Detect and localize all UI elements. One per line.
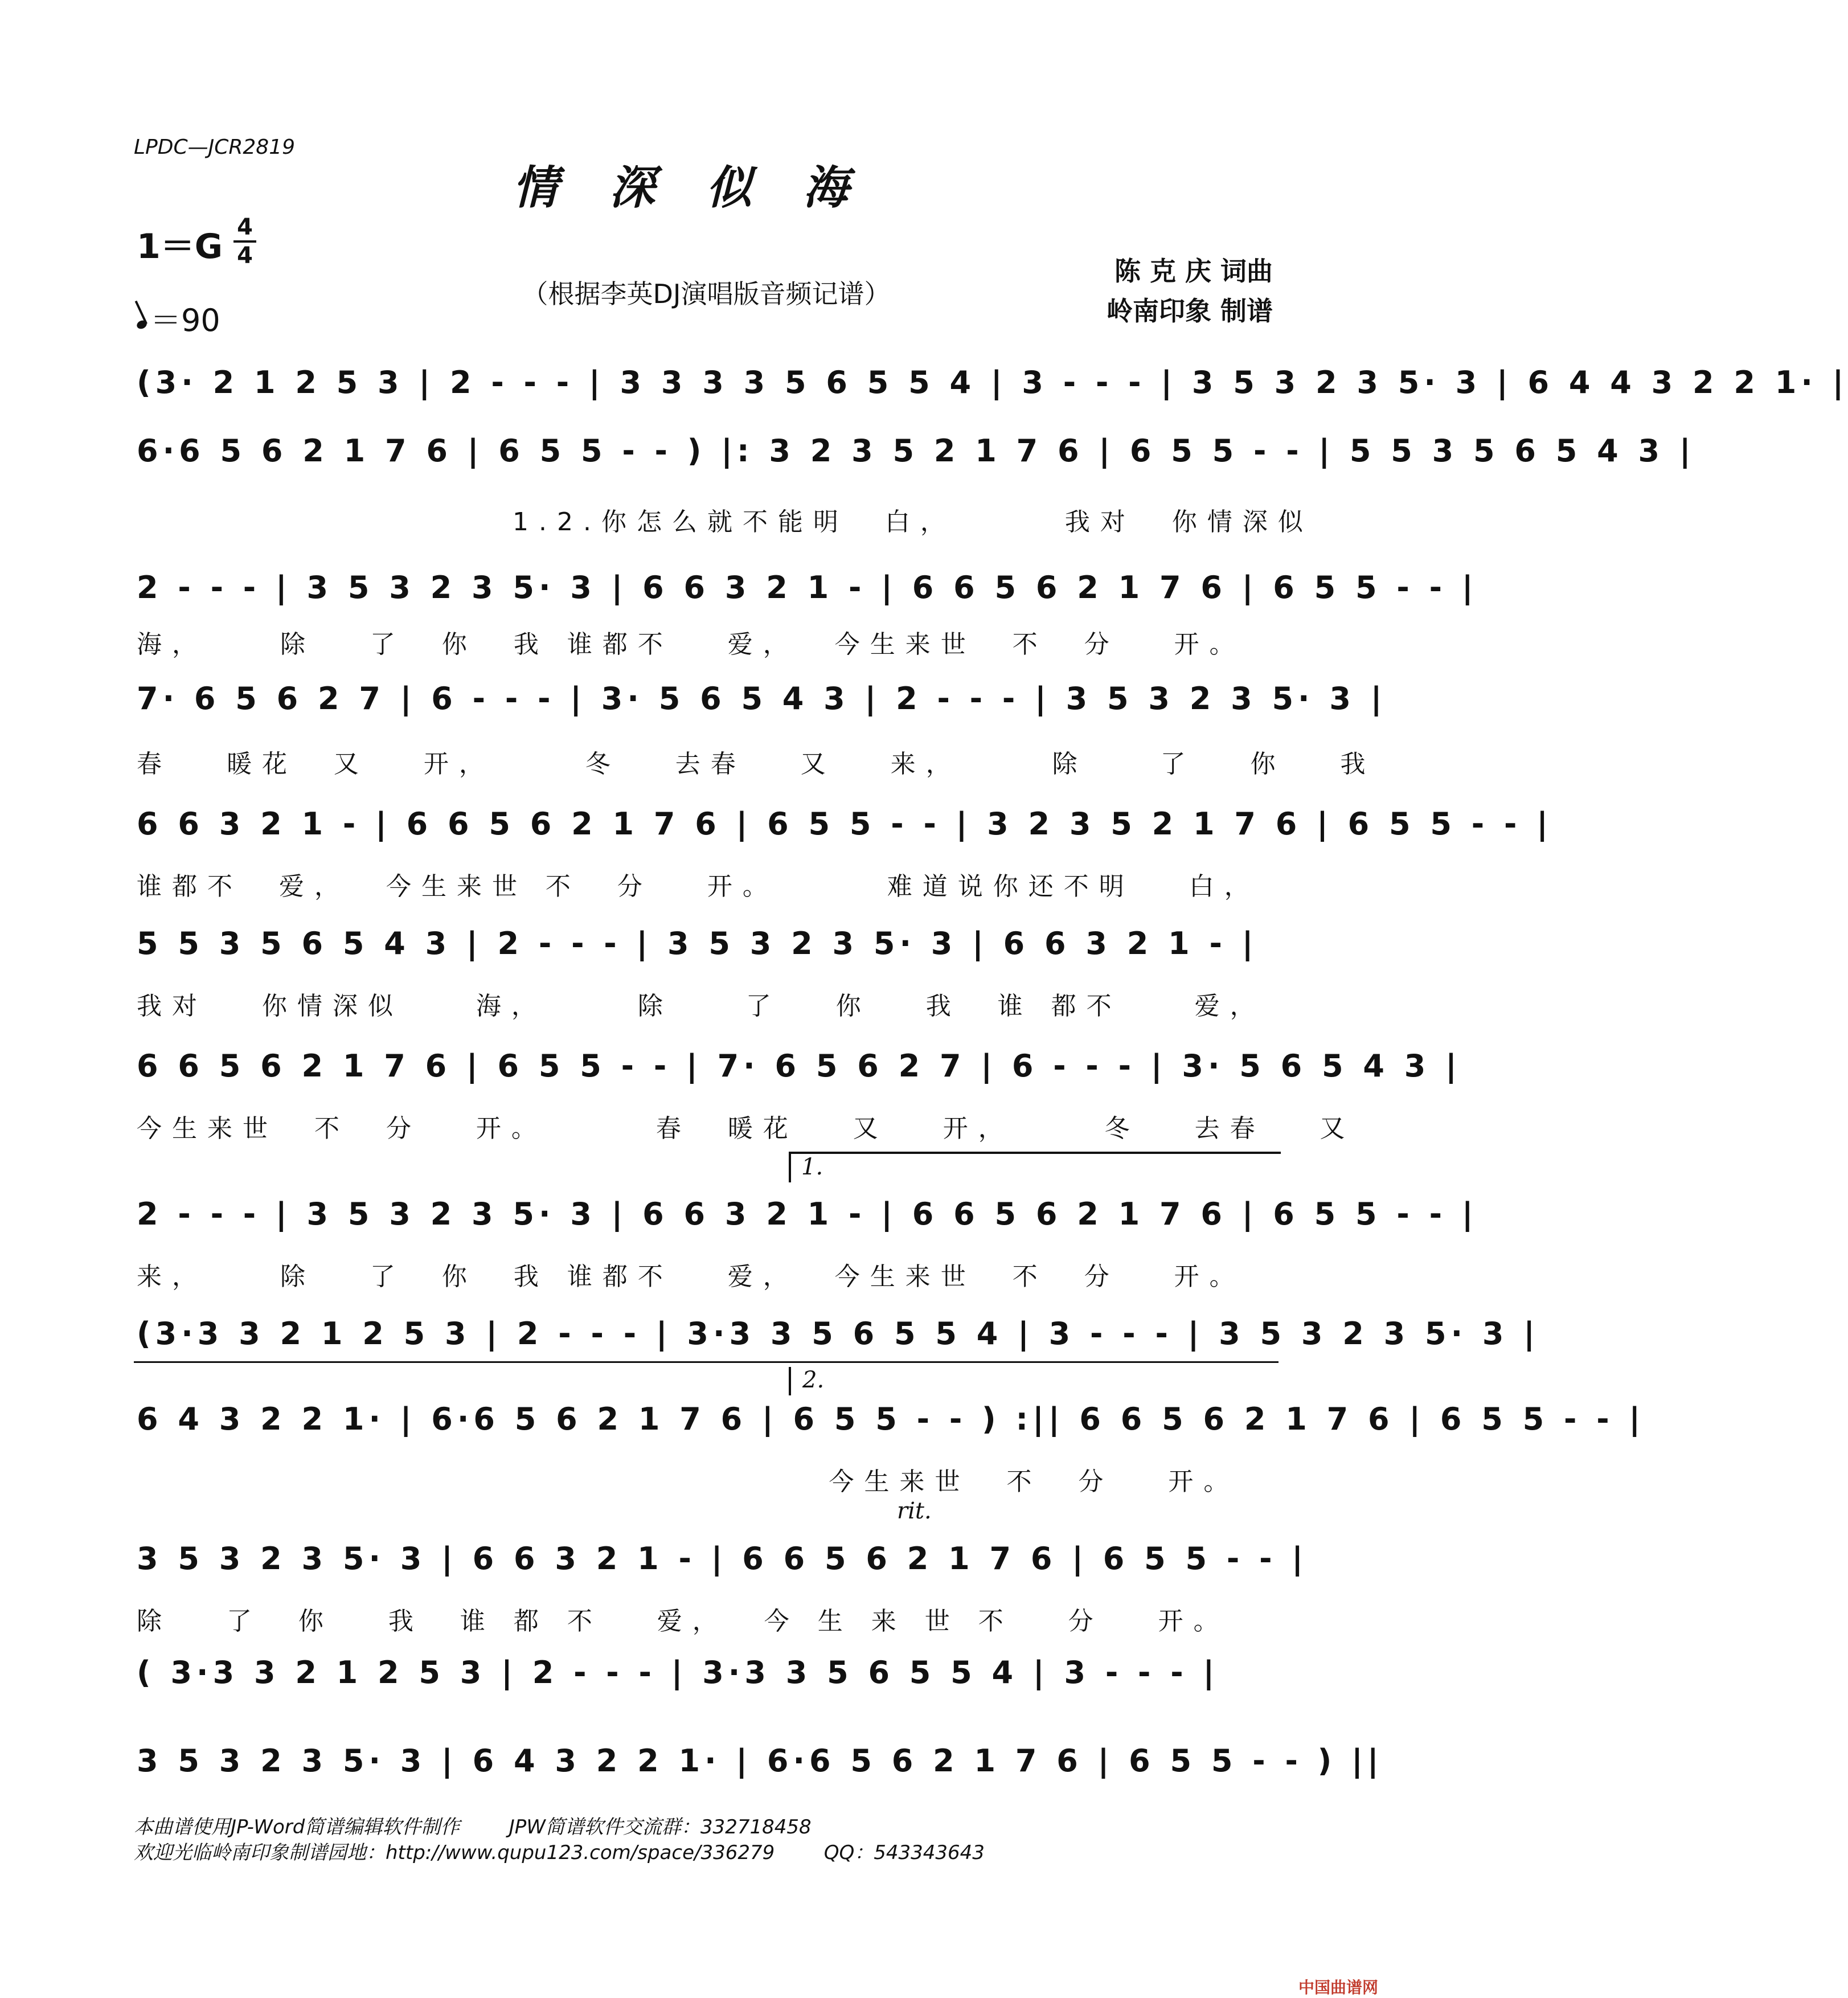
system-5-notes: 6 6 3 2 1 - | 6 6 5 6 2 1 7 6 | 6 5 5 - - | 3 2 3 5 2 1 7 6 | 6 5 5 - - | xyxy=(137,806,1552,842)
system-9-notes: (3·3 3 2 1 2 5 3 | 2 - - - | 3·3 3 5 6 5 5 4 | 3 - - - | 3 5 3 2 3 5· 3 | xyxy=(137,1316,1540,1352)
ritardando-mark: rit. xyxy=(897,1498,932,1524)
score-code: LPDC—JCR2819 xyxy=(134,136,296,159)
system-8-lyrics: 来， 除 了 你 我 谁都不 爱， 今生来世 不 分 开。 xyxy=(137,1262,1245,1291)
system-12-notes: ( 3·3 3 2 1 2 5 3 | 2 - - - | 3·3 3 5 6 5 5 4 | 3 - - - | xyxy=(137,1655,1219,1690)
footer-software-line: 本曲谱使用JP-Word简谱编辑软件制作 JPW简谱软件交流群：332718458 xyxy=(134,1816,812,1839)
system-10-lyrics: 今生来世 不 分 开。 xyxy=(137,1467,1239,1496)
system-11-lyrics: 除 了 你 我 谁 都 不 爱， 今 生 来 世 不 分 开。 xyxy=(137,1607,1229,1636)
system-3-lyrics: 海， 除 了 你 我 谁都不 爱， 今生来世 不 分 开。 xyxy=(137,630,1245,659)
system-6-lyrics: 我对 你情深似 海， 除 了 你 我 谁 都不 爱， xyxy=(137,992,1265,1021)
system-13-notes: 3 5 3 2 3 5· 3 | 6 4 3 2 2 1· | 6·6 5 6 2 1 7 6 | 6 5 5 - - ) || xyxy=(137,1743,1383,1779)
system-7-notes: 6 6 5 6 2 1 7 6 | 6 5 5 - - | 7· 6 5 6 2 7 | 6 - - - | 3· 5 6 5 4 3 | xyxy=(137,1048,1461,1084)
volta-1-label: 1. xyxy=(801,1154,823,1180)
quarter-note-icon xyxy=(136,319,148,330)
page-title: 情深似海 xyxy=(513,161,900,214)
footer-website-line: 欢迎光临岭南印象制谱园地：http://www.qupu123.com/space/336279 QQ：543343643 xyxy=(134,1841,985,1864)
system-10-notes: 6 4 3 2 2 1· | 6·6 5 6 2 1 7 6 | 6 5 5 - - ) :|| 6 6 5 6 2 1 7 6 | 6 5 5 - - | xyxy=(137,1401,1645,1437)
system-8-notes: 2 - - - | 3 5 3 2 3 5· 3 | 6 6 3 2 1 - | 6 6 5 6 2 1 7 6 | 6 5 5 - - | xyxy=(137,1196,1478,1232)
subtitle: （根据李英DJ演唱版音频记谱） xyxy=(522,279,891,309)
volta-2-label: 2. xyxy=(802,1367,825,1393)
system-6-notes: 5 5 3 5 6 5 4 3 | 2 - - - | 3 5 3 2 3 5· 3 | 6 6 3 2 1 - | xyxy=(137,926,1258,961)
credit-composer: 陈 克 庆 词曲 xyxy=(1114,256,1273,286)
system-7-lyrics: 今生来世 不 分 开。 春 暖花 又 开， 冬 去春 又 xyxy=(137,1114,1355,1143)
volta-bracket-1 xyxy=(789,1152,1281,1182)
volta-bracket-2 xyxy=(789,1367,825,1395)
system-5-lyrics: 谁都不 爱， 今生来世 不 分 开。 难道说你还不明 白， xyxy=(137,872,1260,901)
time-signature-top: 4 xyxy=(237,214,253,240)
time-signature-bottom: 4 xyxy=(237,243,253,269)
system-2-lyrics: 1.2.你怎么就不能明 白， 我对 你情深似 xyxy=(513,507,1313,537)
time-signature xyxy=(233,215,256,268)
system-4-notes: 7· 6 5 6 2 7 | 6 - - - | 3· 5 6 5 4 3 | 2 - - - | 3 5 3 2 3 5· 3 | xyxy=(137,681,1387,717)
site-logo: 中国曲谱网 xyxy=(1298,1978,1378,1997)
system-divider xyxy=(134,1361,1279,1363)
system-11-notes: 3 5 3 2 3 5· 3 | 6 6 3 2 1 - | 6 6 5 6 2 1 7 6 | 6 5 5 - - | xyxy=(137,1541,1308,1577)
system-2-notes: 6·6 5 6 2 1 7 6 | 6 5 5 - - ) |: 3 2 3 5 2 1 7 6 | 6 5 5 - - | 5 5 3 5 6 5 4 3 | xyxy=(137,433,1695,469)
system-3-notes: 2 - - - | 3 5 3 2 3 5· 3 | 6 6 3 2 1 - | 6 6 5 6 2 1 7 6 | 6 5 5 - - | xyxy=(137,570,1478,605)
tempo-value: ＝90 xyxy=(150,302,220,338)
key-signature: 1＝G xyxy=(137,227,223,267)
credit-transcriber: 岭南印象 制谱 xyxy=(1106,296,1273,326)
system-4-lyrics: 春 暖花 又 开， 冬 去春 又 来， 除 了 你 我 xyxy=(137,750,1376,779)
system-1-notes: (3· 2 1 2 5 3 | 2 - - - | 3 3 3 3 5 6 5 5 4 | 3 - - - | 3 5 3 2 3 5· 3 | 6 4 4 3 2 2 1· | xyxy=(137,365,1848,400)
